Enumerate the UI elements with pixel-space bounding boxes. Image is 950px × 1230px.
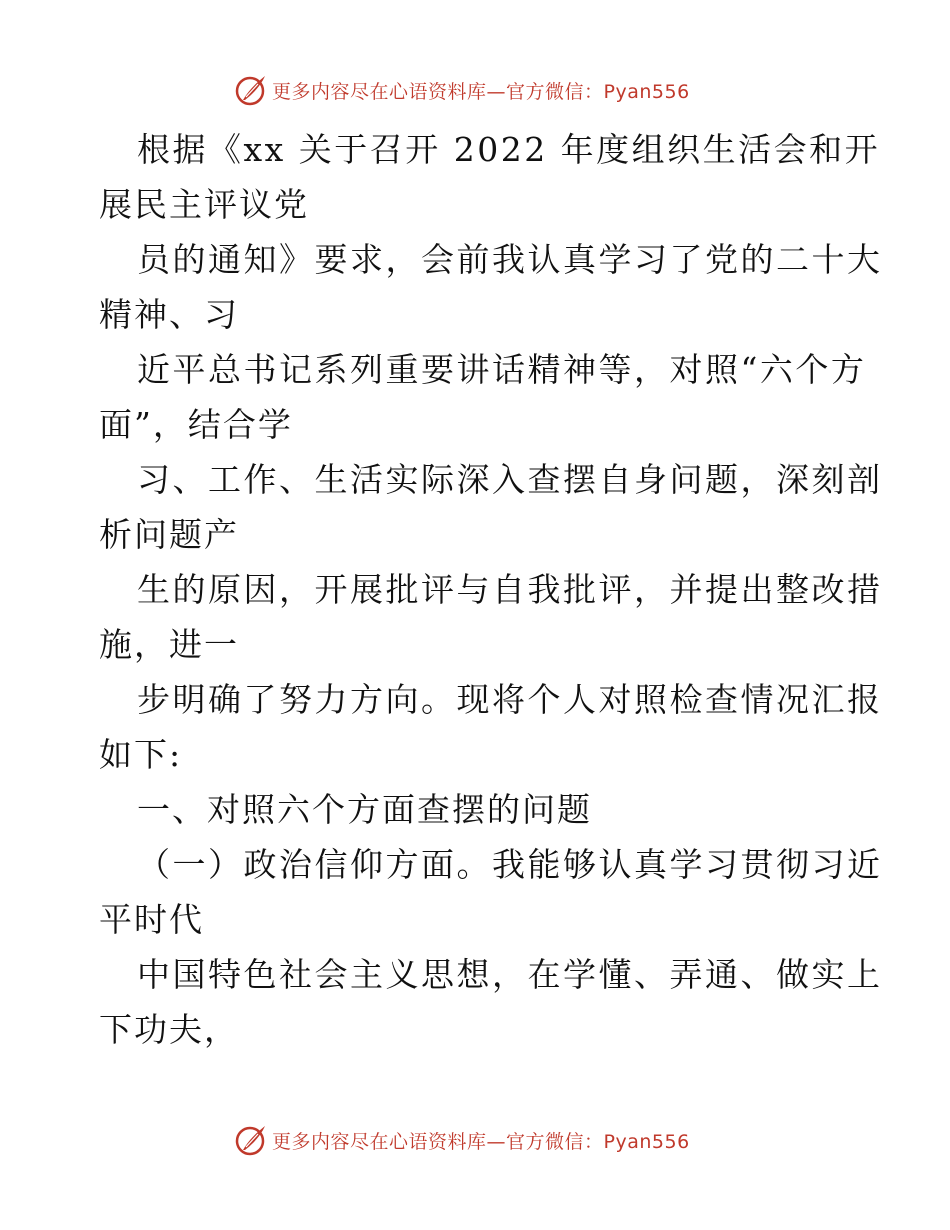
text-line: 如下: bbox=[99, 735, 183, 774]
text-line: 展民主评议党 bbox=[99, 185, 309, 224]
text-line: 近平总书记系列重要讲话精神等，对照“六个方 bbox=[137, 350, 867, 389]
text-line: 施，进一 bbox=[99, 625, 239, 664]
document-body bbox=[99, 122, 883, 1057]
text-line: 精神、习 bbox=[99, 295, 239, 334]
text-line: （一）政治信仰方面。我能够认真学习贯彻习近 bbox=[137, 845, 883, 884]
text-line: 下功夫， bbox=[99, 1010, 239, 1049]
text-line: 根据《xx 关于召开 2022 年度组织生活会和开 bbox=[137, 130, 881, 169]
text-line: 步明确了努力方向。现将个人对照检查情况汇报 bbox=[137, 680, 883, 719]
text-line: 生的原因，开展批评与自我批评，并提出整改措 bbox=[137, 570, 883, 609]
section-heading: 一、对照六个方面查摆的问题 bbox=[137, 790, 592, 829]
watermark-text: 更多内容尽在心语资料库—官方微信：Pyan556 bbox=[272, 1130, 690, 1153]
feather-pen-logo-icon bbox=[234, 73, 268, 107]
watermark-text: 更多内容尽在心语资料库—官方微信：Pyan556 bbox=[272, 80, 690, 103]
feather-pen-logo-icon bbox=[234, 1123, 268, 1157]
footer-watermark bbox=[234, 1120, 754, 1160]
text-line: 习、工作、生活实际深入查摆自身问题，深刻剖 bbox=[137, 460, 883, 499]
text-line: 析问题产 bbox=[99, 515, 239, 554]
header-watermark bbox=[234, 70, 754, 110]
text-line: 员的通知》要求，会前我认真学习了党的二十大 bbox=[137, 240, 883, 279]
text-line: 中国特色社会主义思想，在学懂、弄通、做实上 bbox=[137, 955, 883, 994]
text-line: 面”，结合学 bbox=[99, 405, 293, 444]
text-line: 平时代 bbox=[99, 900, 204, 939]
